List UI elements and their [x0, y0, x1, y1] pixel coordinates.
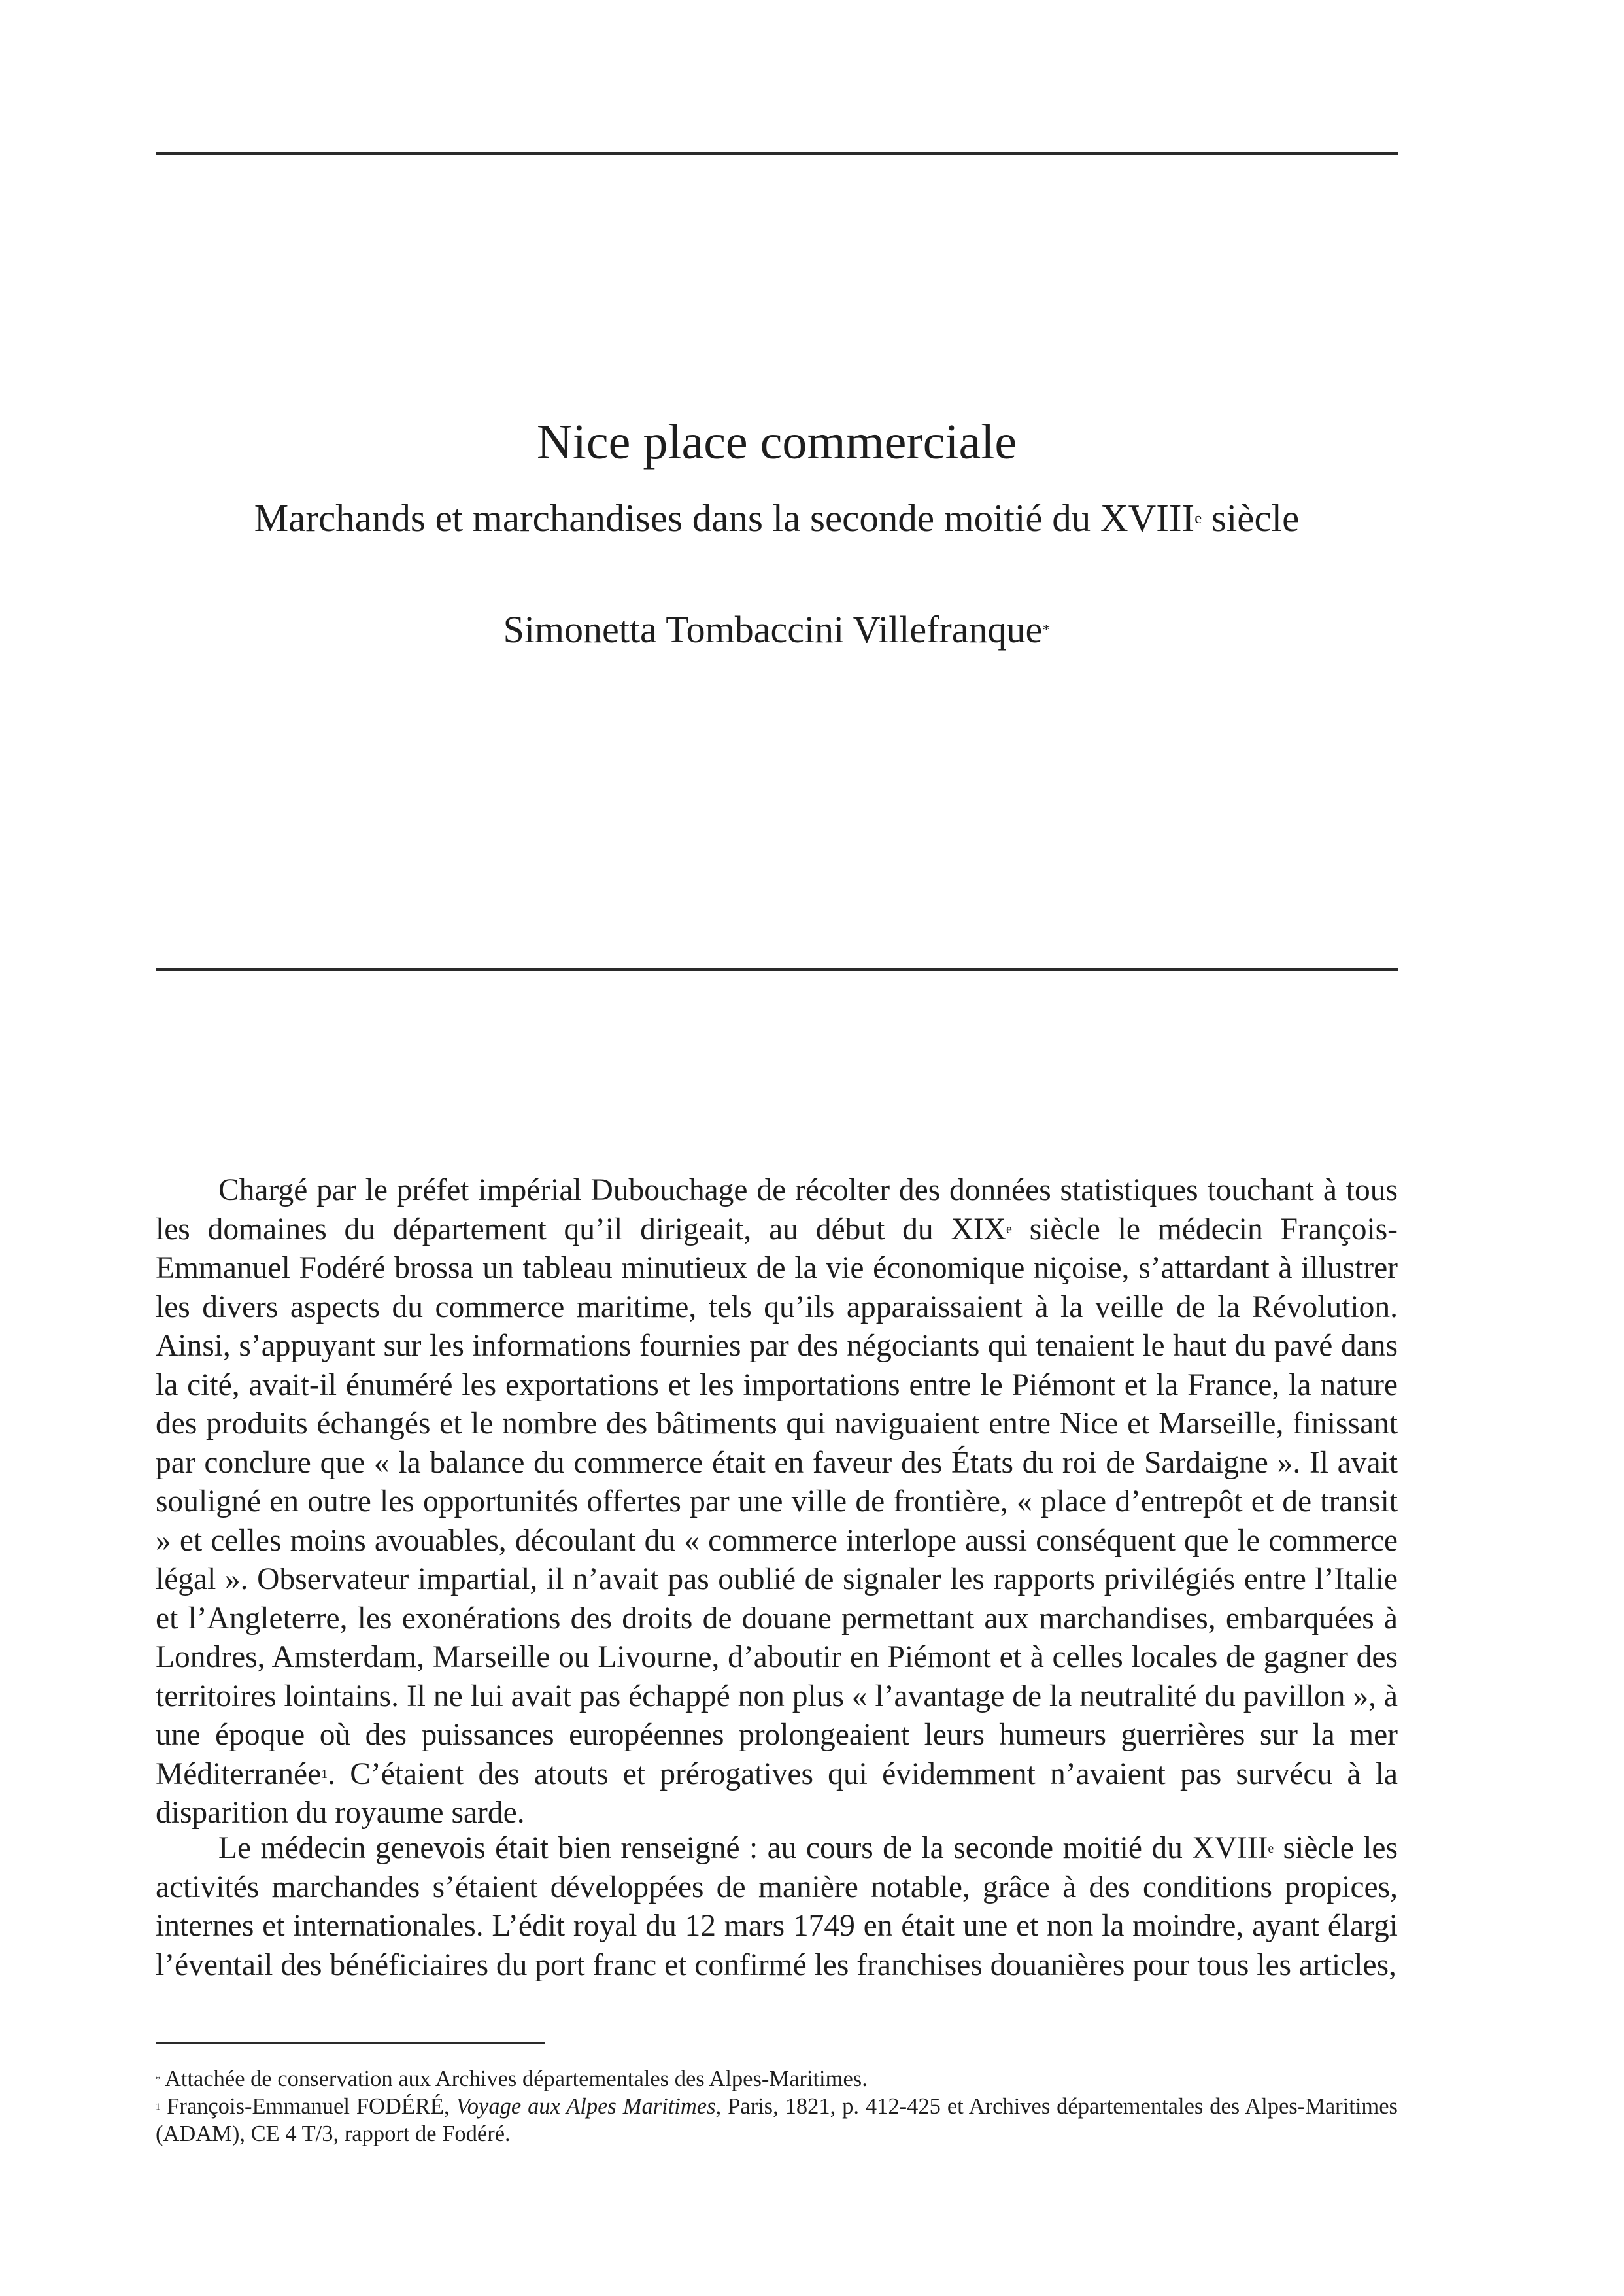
para2-text-b: siècle les activités marchandes s’étaient développées de manière notable, grâce à des conditions propices, internes et internationales. L’édit royal du 12 mars 1749 en était une et non la moindre, ayant élargi l’éventail des bénéficiaires du port franc et confirmé les franchises douanières pour tous les articles, — [156, 1831, 1398, 1982]
para1-text-a: Chargé par le préfet impérial Dubouchage de récolter des données statistiques touchant à tous les domaines du département qu’il dirigeait, au début du XIX — [156, 1173, 1398, 1246]
footnote-author-text: Attachée de conservation aux Archives départementales des Alpes-Maritimes. — [160, 2066, 868, 2091]
footnote-reference-1: 1 — [321, 1767, 328, 1782]
footnote-1-text-b: , Paris, 1821, p. 412-425 et Archives départementales des Alpes-Maritimes (ADAM), CE 4 T/3, rapport de Fodéré. — [156, 2094, 1398, 2146]
para1-text-b: siècle le médecin François-Emmanuel Fodéré brossa un tableau minutieux de la vie économique niçoise, s’attardant à illustrer les divers aspects du commerce maritime, tels qu’ils apparaissaient à la veille de la Révolution. Ainsi, s’appuyant sur les informations fournies par des négociants qui tenaient le haut du pavé dans la cité, avait-il énuméré les exportations et les importations entre le Piémont et la France, la nature des produits échangés et le nombre des bâtiments qui naviguaient entre Nice et Marseille, finissant par conclure que « la balance du commerce était en faveur des États du roi de Sardaigne ». Il avait souligné en outre les opportunités offertes par une ville de frontière, « place d’entrepôt et de transit » et celles moins avouables, découlant du « commerce interlope aussi conséquent que le commerce légal ». Observateur impartial, il n’avait pas oublié de signaler les rapports privilégiés entre l’Italie et l’Angleterre, les exonérations des droits de douane permettant aux marchandises, embarquées à Londres, Amsterdam, Marseille ou Livourne, d’aboutir en Piémont et à celles locales de gagner des territoires lointains. Il ne lui avait pas échappé non plus « l’avantage de la neutralité du pavillon », à une époque où des puissances européennes prolongeaient leurs humeurs guerrières sur la mer Méditerranée — [156, 1212, 1398, 1791]
footnote-author-mark: * — [156, 2074, 161, 2085]
body-paragraph-1 — [156, 1171, 1398, 1833]
footnote-author — [156, 2065, 1398, 2093]
article-title — [156, 409, 1398, 475]
footnote-separator-rule — [156, 2042, 545, 2044]
para1-text-c: . C’étaient des atouts et prérogatives qui évidemment n’avaient pas survécu à la disparition du royaume sarde. — [156, 1756, 1398, 1830]
footnote-1 — [156, 2093, 1398, 2148]
author-name: Simonetta Tombaccini Villefranque — [503, 608, 1043, 651]
para2-text-a: Le médecin genevois était bien renseigné : au cours de la seconde moitié du XVIII — [218, 1831, 1268, 1865]
para2-superscript-e: e — [1268, 1841, 1274, 1856]
para1-superscript-e: e — [1006, 1222, 1012, 1237]
subtitle-text: Marchands et marchandises dans la seconde moitié du XVIII — [254, 496, 1195, 540]
body-paragraph-2 — [156, 1829, 1398, 1985]
footnote-1-mark: 1 — [156, 2101, 161, 2112]
header-separator-rule — [156, 968, 1398, 971]
author-line — [156, 604, 1398, 656]
article-subtitle — [156, 492, 1398, 544]
author-footnote-mark: * — [1042, 621, 1051, 640]
subtitle-text-end: siècle — [1202, 496, 1300, 540]
article-title-text: Nice place commerciale — [536, 415, 1017, 470]
footnote-1-text-a: François-Emmanuel FODÉRÉ, — [160, 2094, 456, 2119]
footnote-1-book-title: Voyage aux Alpes Maritimes — [456, 2094, 716, 2119]
top-rule — [156, 152, 1398, 155]
subtitle-superscript: e — [1194, 509, 1202, 528]
